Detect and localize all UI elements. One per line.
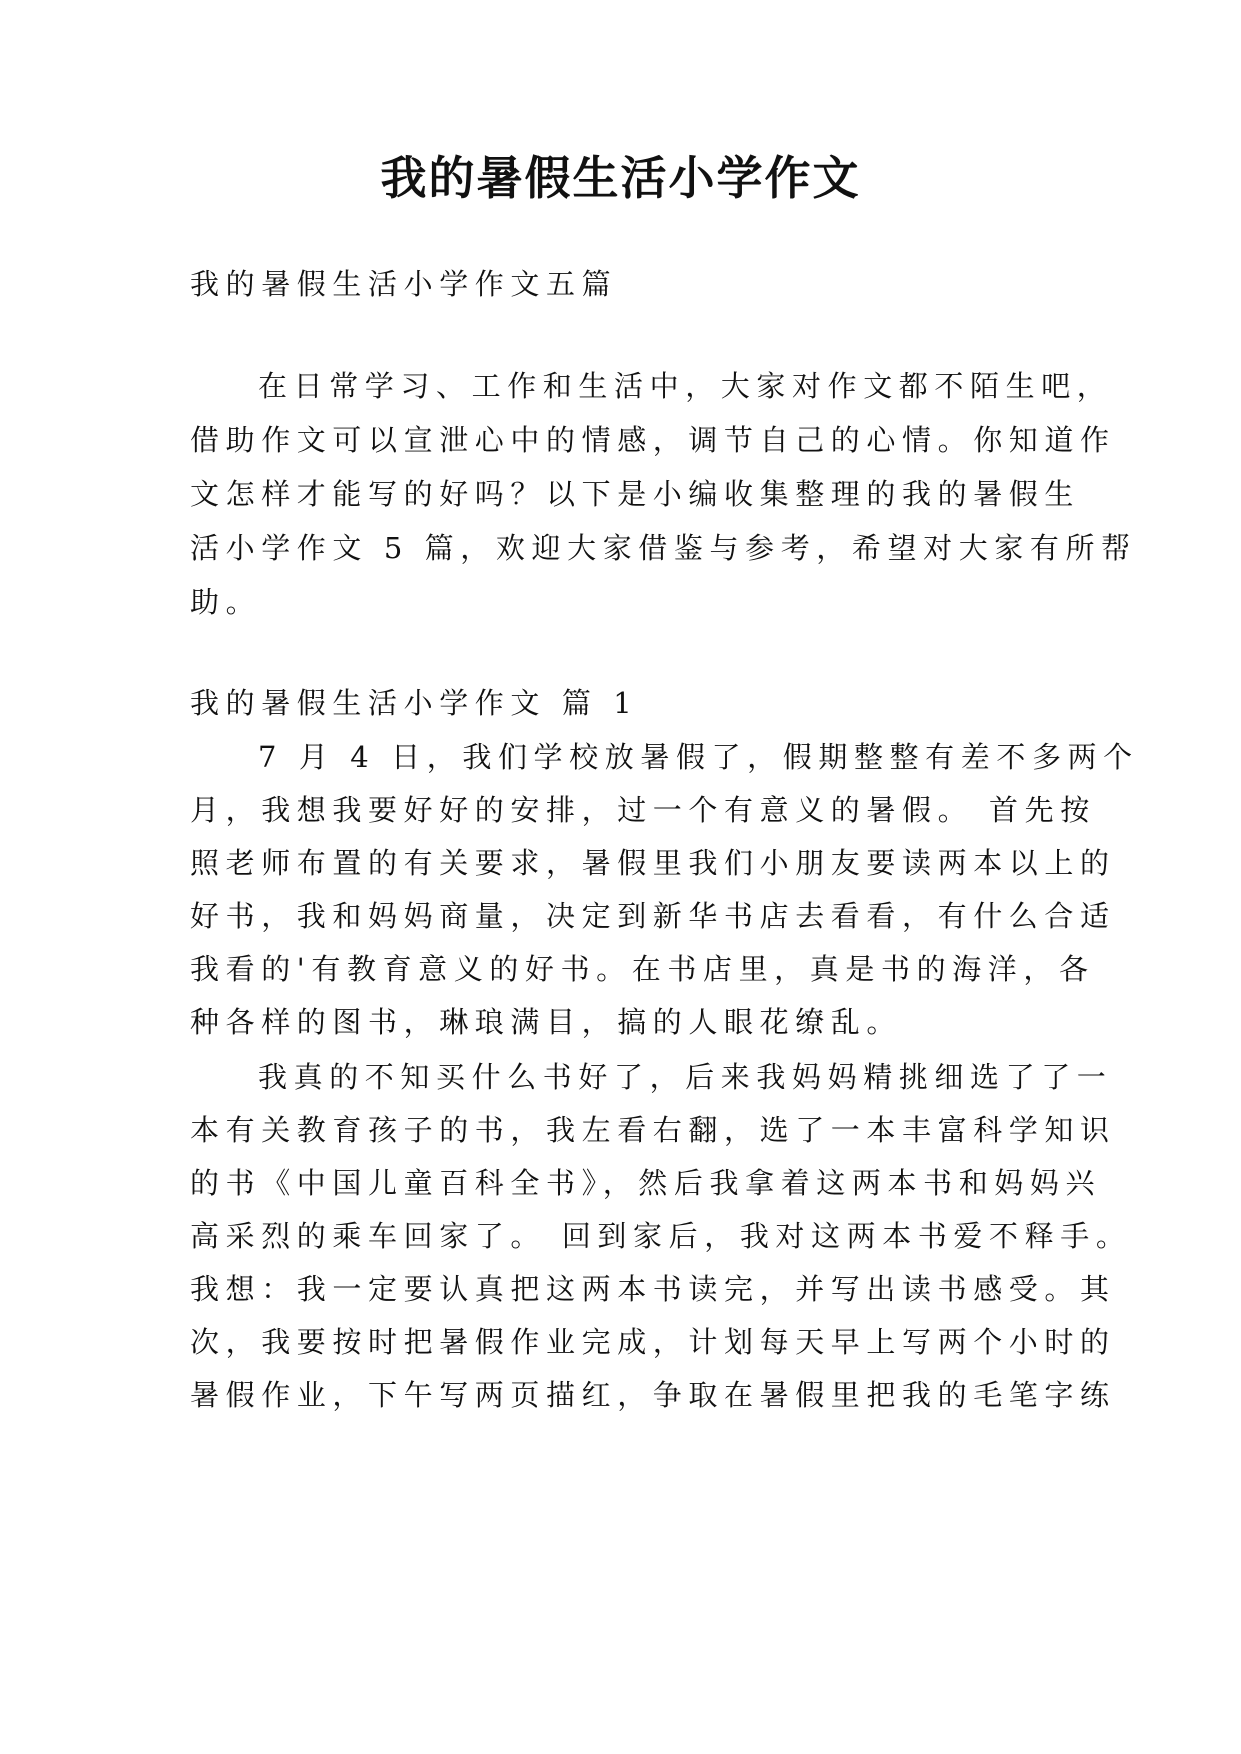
paragraph-line: 我真的不知买什么书好了，后来我妈妈精挑细选了了一 xyxy=(258,1060,1113,1094)
paragraph-line: 暑假作业，下午写两页描红，争取在暑假里把我的毛笔字练 xyxy=(190,1378,1116,1412)
intro-line: 活小学作文 5 篇，欢迎大家借鉴与参考，希望对大家有所帮 xyxy=(190,531,1137,565)
paragraph-line: 种各样的图书，琳琅满目，搞的人眼花缭乱。 xyxy=(190,1005,903,1039)
paragraph-line: 月，我想我要好好的安排，过一个有意义的暑假。 首先按 xyxy=(190,793,1096,827)
paragraph-line: 7 月 4 日，我们学校放暑假了，假期整整有差不多两个 xyxy=(258,740,1139,774)
paragraph-line: 我想：我一定要认真把这两本书读完，并写出读书感受。其 xyxy=(190,1272,1116,1306)
section-heading: 我的暑假生活小学作文 篇 1 xyxy=(190,686,639,720)
document-title: 我的暑假生活小学作文 xyxy=(380,151,861,205)
intro-line: 文怎样才能写的好吗？以下是小编收集整理的我的暑假生 xyxy=(190,477,1081,511)
paragraph-line: 我看的'有教育意义的好书。在书店里，真是书的海洋，各 xyxy=(190,952,1095,986)
document-subtitle: 我的暑假生活小学作文五篇 xyxy=(190,267,618,301)
intro-line: 助。 xyxy=(190,585,262,619)
paragraph-line: 照老师布置的有关要求，暑假里我们小朋友要读两本以上的 xyxy=(190,846,1116,880)
intro-line: 在日常学习、工作和生活中，大家对作文都不陌生吧， xyxy=(258,369,1113,403)
intro-line: 借助作文可以宣泄心中的情感，调节自己的心情。你知道作 xyxy=(190,423,1116,457)
paragraph-line: 次，我要按时把暑假作业完成，计划每天早上写两个小时的 xyxy=(190,1325,1116,1359)
paragraph-line: 高采烈的乘车回家了。 回到家后，我对这两本书爱不释手。 xyxy=(190,1219,1132,1253)
paragraph-line: 本有关教育孩子的书，我左看右翻，选了一本丰富科学知识 xyxy=(190,1113,1116,1147)
paragraph-line: 的书《中国儿童百科全书》，然后我拿着这两本书和妈妈兴 xyxy=(190,1166,1102,1200)
paragraph-line: 好书，我和妈妈商量，决定到新华书店去看看，有什么合适 xyxy=(190,899,1116,933)
